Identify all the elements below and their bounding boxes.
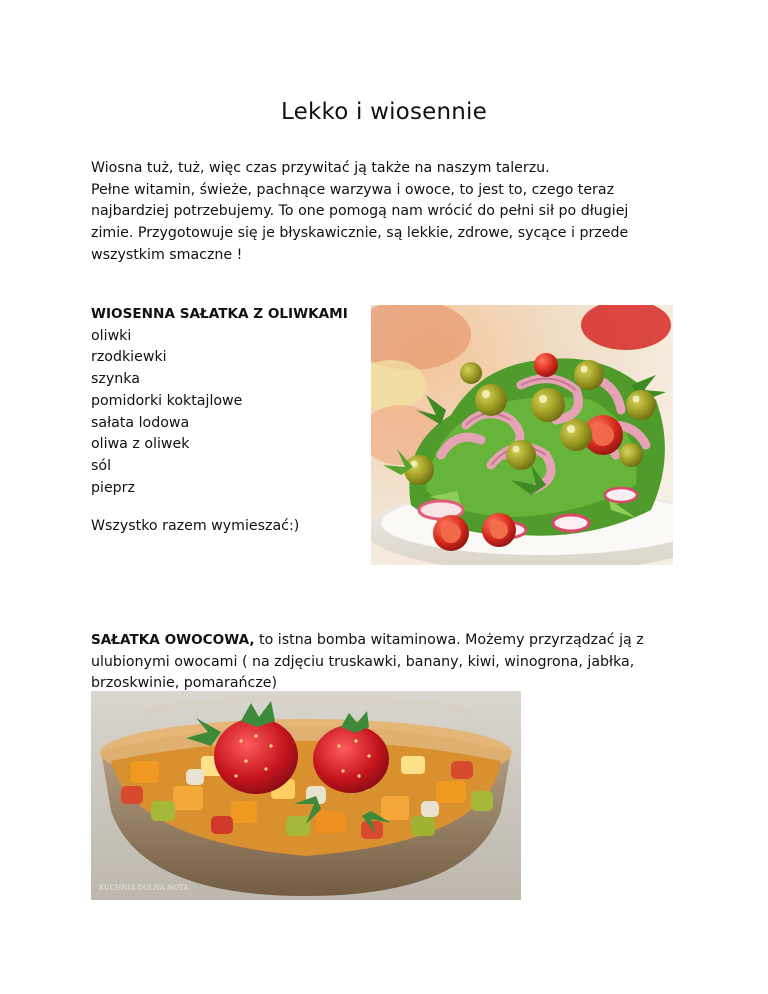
ingredient-item: sałata lodowa — [91, 414, 190, 431]
ingredient-list — [91, 326, 371, 500]
olive-salad-recipe — [91, 304, 371, 499]
recipe-heading: WIOSENNA SAŁATKA Z OLIWKAMI — [91, 306, 348, 322]
intro-line: Pełne witamin, świeże, pachnące warzywa i owoce, to jest to, czego teraz — [91, 181, 615, 198]
intro-line: wszystkim smaczne ! — [91, 246, 243, 263]
recipe-description: to istna bomba witaminowa. Możemy przyrządzać ją z — [254, 632, 644, 648]
olive-salad-photo — [371, 305, 673, 565]
intro-line: najbardziej potrzebujemy. To one pomogą nam wrócić do pełni sił po długiej — [91, 203, 629, 220]
intro-line: zimie. Przygotowuje się je błyskawicznie, są lekkie, zdrowe, sycące i przede — [91, 225, 629, 242]
ingredient-item: sól — [91, 457, 112, 474]
ingredient-item: pieprz — [91, 479, 135, 496]
ingredient-item: pomidorki koktajlowe — [91, 392, 243, 409]
ingredient-item: rzodkiewki — [91, 349, 167, 366]
recipe-heading: SAŁATKA OWOCOWA, — [91, 632, 255, 648]
intro-line: Wiosna tuż, tuż, więc czas przywitać ją także na naszym talerzu. — [91, 160, 550, 176]
recipe-description-line: ulubionymi owocami ( na zdjęciu truskawki, banany, kiwi, winogrona, jabłka, — [91, 653, 635, 670]
ingredient-item: oliwa z oliwek — [91, 436, 190, 453]
fruit-salad-recipe — [91, 630, 691, 695]
ingredient-item: oliwki — [91, 327, 132, 344]
recipe2-line1 — [91, 630, 691, 652]
intro-paragraph — [91, 158, 691, 267]
recipe-description-line: brzoskwinie, pomarańcze) — [91, 675, 278, 692]
ingredient-item: szynka — [91, 371, 140, 388]
recipe-instruction: Wszystko razem wymieszać:) — [91, 518, 300, 534]
page-title: Lekko i wiosennie — [281, 99, 487, 126]
photo-watermark: KUCHNIA DOLNA NOTA — [99, 884, 189, 892]
fruit-salad-photo — [91, 691, 521, 900]
